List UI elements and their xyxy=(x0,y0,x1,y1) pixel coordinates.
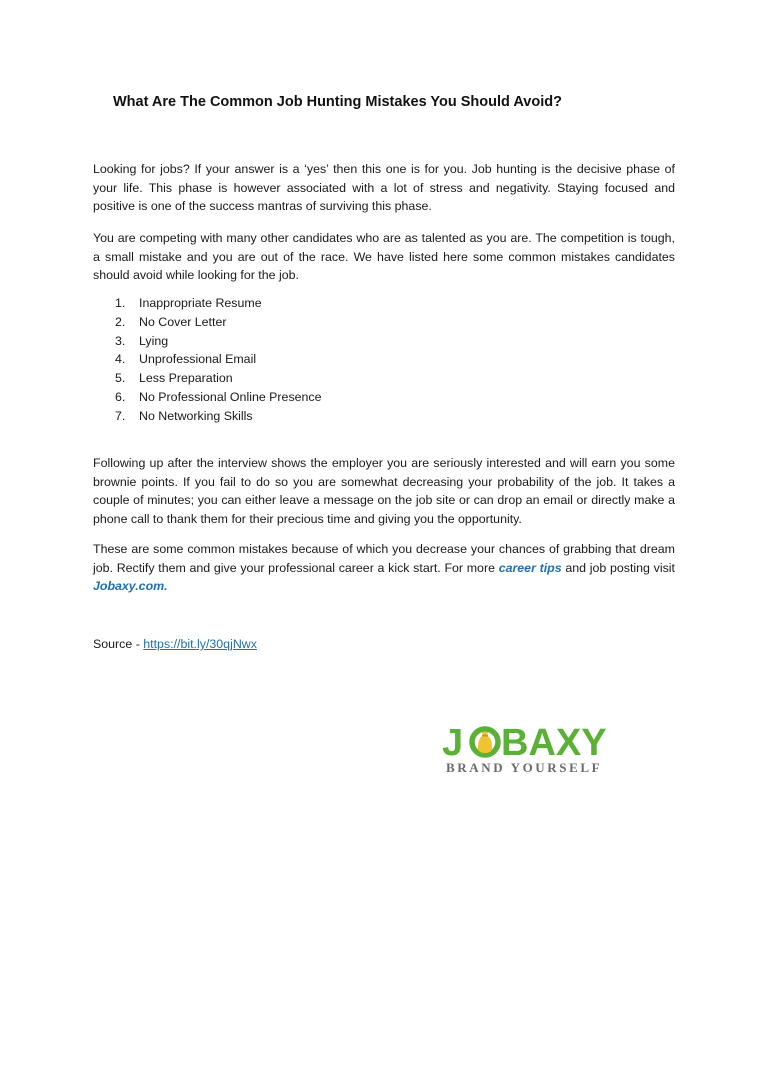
list-item-text: Inappropriate Resume xyxy=(139,296,262,310)
list-item xyxy=(115,294,322,313)
list-item-number: 5. xyxy=(115,371,126,386)
list-item-text: No Cover Letter xyxy=(139,314,227,329)
source-line xyxy=(93,635,257,653)
competition-paragraph: You are competing with many other candidates who are as talented as you are. The competition is tough, a small mistake and you are out of the race. We have listed here some common mistakes candidates should avoid while looking for the job. xyxy=(93,231,675,283)
closing-text-part1: These are some common mistakes because of which you decrease your chances of grabbing that dream job. Rectify them and give your professional career a kick start. For more xyxy=(93,542,675,575)
mistakes-list xyxy=(115,294,322,426)
source-link[interactable]: https://bit.ly/30qjNwx xyxy=(143,637,257,651)
intro-paragraph: Looking for jobs? If your answer is a ‘yes’ then this one is for you. Job hunting is the decisive phase of your life. This phase is however associated with a lot of stress and negativity. Staying focused and positive is one of the success mantras of surviving this phase. xyxy=(93,162,675,214)
list-item-number: 6. xyxy=(115,389,126,404)
list-item-number: 2. xyxy=(115,314,126,329)
follow-up-paragraph: Following up after the interview shows the employer you are seriously interested and will earn you some brownie points. If you fail to do so you are somewhat decreasing your probability of the job. It takes a couple of minutes; you can either leave a message on the job site or can drop an email or directly make a phone call to thank them for their precious time and giving you the opportunity. xyxy=(93,456,675,526)
source-label: Source - xyxy=(93,637,144,651)
page-title: What Are The Common Job Hunting Mistakes You Should Avoid? xyxy=(113,94,562,110)
logo-letter-j: J xyxy=(442,722,464,764)
list-item-number: 3. xyxy=(115,333,126,348)
jobaxy-logo xyxy=(442,722,664,778)
list-item-text: Lying xyxy=(139,333,169,348)
closing-paragraph xyxy=(93,540,675,596)
jobaxy-site-link[interactable]: Jobaxy.com. xyxy=(93,579,168,594)
list-item xyxy=(115,369,322,388)
closing-text-part2: and job posting visit xyxy=(561,560,675,575)
list-item xyxy=(115,407,322,426)
list-item xyxy=(115,313,322,332)
list-item-number: 4. xyxy=(115,352,126,367)
list-item xyxy=(115,332,322,351)
logo-letters-baxy: BAXY xyxy=(501,722,607,764)
list-item xyxy=(115,388,322,407)
list-item-text: No Professional Online Presence xyxy=(139,389,322,404)
list-item-number: 1. xyxy=(115,296,126,310)
career-tips-link[interactable]: career tips xyxy=(498,560,562,575)
money-bag-icon xyxy=(472,729,498,755)
list-item-text: No Networking Skills xyxy=(139,408,253,423)
list-item xyxy=(115,350,322,369)
list-item-text: Less Preparation xyxy=(139,371,233,386)
list-item-number: 7. xyxy=(115,408,126,423)
logo-tagline: BRAND YOURSELF xyxy=(446,760,603,775)
list-item-text: Unprofessional Email xyxy=(139,352,257,367)
